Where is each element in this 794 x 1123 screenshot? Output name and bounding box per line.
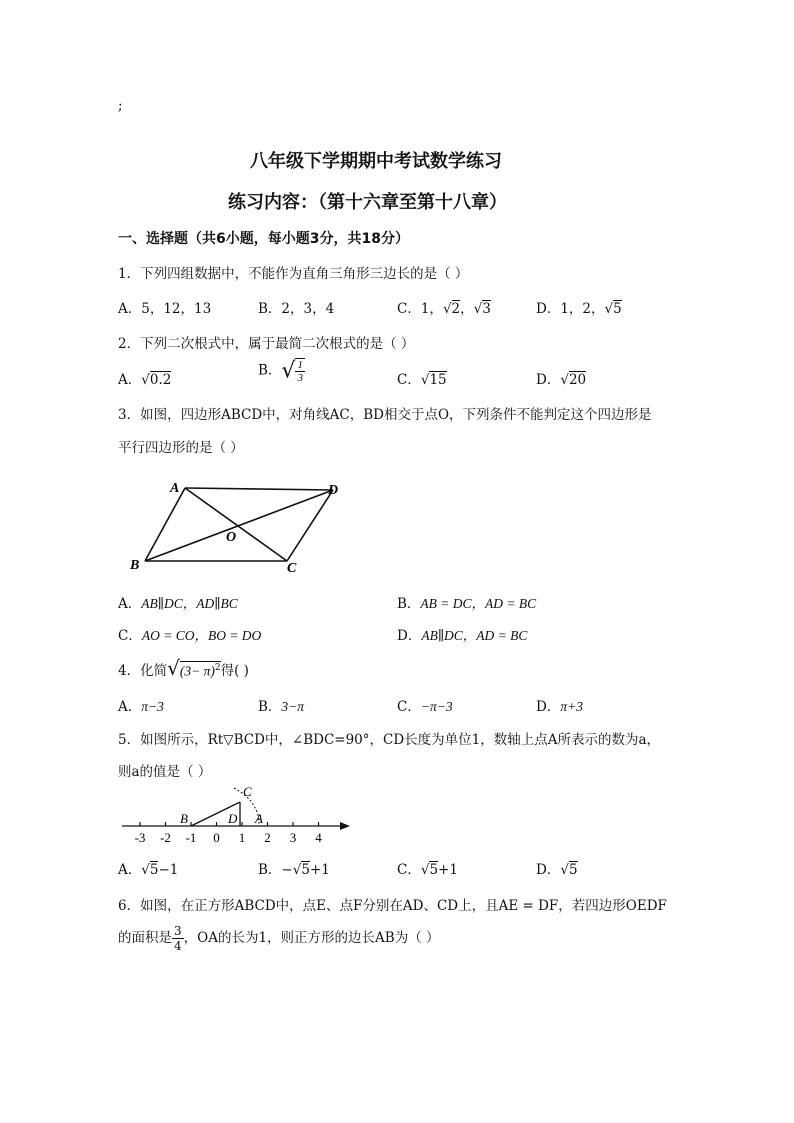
axis-tick-label: -3 [134, 830, 146, 845]
page-subtitle: 练习内容：（第十六章至第十八章） [228, 192, 507, 213]
question-text: 下列二次根式中，属于最简二次根式的是（ ） [140, 336, 415, 352]
axis-tick-label: 0 [213, 830, 220, 845]
q4-option-d[interactable]: D．π+3 [536, 699, 583, 715]
label-b: B [180, 811, 188, 826]
diagonal-ac [185, 488, 287, 561]
axis-tick-label: 2 [264, 830, 271, 845]
label-c: C [243, 784, 252, 799]
question-number: 5． [118, 732, 141, 748]
axis-tick-label: 3 [289, 830, 297, 845]
question-number: 2． [118, 336, 141, 352]
axis-tick-label: 1 [238, 830, 246, 845]
diagonal-bd [145, 490, 333, 561]
question-6-line2: 的面积是 $\frac{3}{4}$ ，OA的长为1，则正方形的边长AB为（ ） [118, 924, 440, 953]
question-number: 6． [118, 898, 141, 914]
q3-option-b[interactable]: B．AB = DC，AD = BC [397, 596, 537, 612]
axis-tick-label: -2 [160, 830, 171, 845]
question-text: 下列四组数据中，不能作为直角三角形三边长的是（ ） [140, 266, 469, 282]
question-2 [118, 332, 414, 352]
question-6-line1 [118, 894, 667, 914]
question-3-line2: 平行四边形的是（ ） [118, 440, 244, 456]
question-text: 如图，四边形ABCD中，对角线AC，BD相交于点O，下列条件不能判定这个四边形是 [140, 407, 652, 423]
question-5-line2: 则a的值是（ ） [118, 764, 212, 780]
q1-option-d[interactable]: D．1，2，√5 [536, 301, 622, 317]
q3-option-a[interactable]: A．AB∥DC，AD∥BC [118, 596, 238, 612]
question-1 [118, 262, 468, 282]
side-ab [145, 488, 185, 561]
q3-option-c[interactable]: C．AO = CO，BO = DO [118, 628, 262, 644]
axis-tick-label: 4 [315, 830, 322, 845]
q5-option-d[interactable]: D．√5 [536, 862, 578, 878]
q1-option-a[interactable]: A．5，12，13 [118, 301, 212, 317]
q1-option-b[interactable]: B．2，3，4 [258, 301, 335, 317]
q4-option-b[interactable]: B．3−π [258, 699, 305, 715]
q2-option-c[interactable]: C．√15 [397, 372, 447, 388]
q4-option-c[interactable]: C．−π−3 [397, 699, 453, 715]
question-number: 3． [118, 407, 141, 423]
question-number: 1． [118, 266, 141, 282]
label-b: B [130, 558, 140, 573]
label-o: O [226, 530, 237, 545]
question-3-line1 [118, 403, 652, 423]
section-heading: 一、选择题（共6小题，每小题3分，共18分） [118, 231, 409, 247]
axis-tick-label: -1 [185, 830, 197, 845]
axis-arrow [340, 822, 350, 830]
label-d: D [328, 483, 339, 498]
q4-option-a[interactable]: A．π−3 [118, 699, 164, 715]
label-d: D [228, 811, 238, 826]
q5-option-a[interactable]: A．√5−1 [118, 862, 179, 878]
q1-option-c[interactable]: C．1，√2，√3 [397, 301, 491, 317]
number-line-figure [118, 780, 358, 848]
label-a: A [170, 481, 180, 496]
question-text: 如图，在正方形ABCD中，点E、点F分别在AD、CD上，且AE = DF，若四边形OEDF [140, 898, 667, 914]
page-title: 八年级下学期期中考试数学练习 [250, 151, 502, 172]
label-c: C [287, 561, 297, 576]
label-a: A [255, 811, 263, 826]
stray-mark: ; [118, 98, 123, 114]
question-4: 4．化简$√(3- \pi)^2$得( ) [118, 656, 249, 680]
q2-option-b[interactable]: B．√ $\frac{1}{3}$ [258, 358, 303, 384]
q2-option-a[interactable]: A．√0.2 [118, 372, 172, 388]
side-cd [287, 490, 333, 561]
question-text: 如图所示，Rt▽BCD中，∠BDC=90°，CD长度为单位1，数轴上点A所表示的数为a， [140, 732, 661, 748]
question-number: 4． [118, 663, 141, 679]
q5-option-b[interactable]: B．−√5+1 [258, 862, 330, 878]
q3-option-d[interactable]: D．AB∥DC，AD = BC [397, 628, 528, 644]
side-ad [185, 488, 333, 490]
q5-option-c[interactable]: C．√5+1 [397, 862, 458, 878]
parallelogram-figure [125, 476, 355, 576]
q2-option-d[interactable]: D．√20 [536, 372, 587, 388]
question-5-line1 [118, 728, 660, 748]
